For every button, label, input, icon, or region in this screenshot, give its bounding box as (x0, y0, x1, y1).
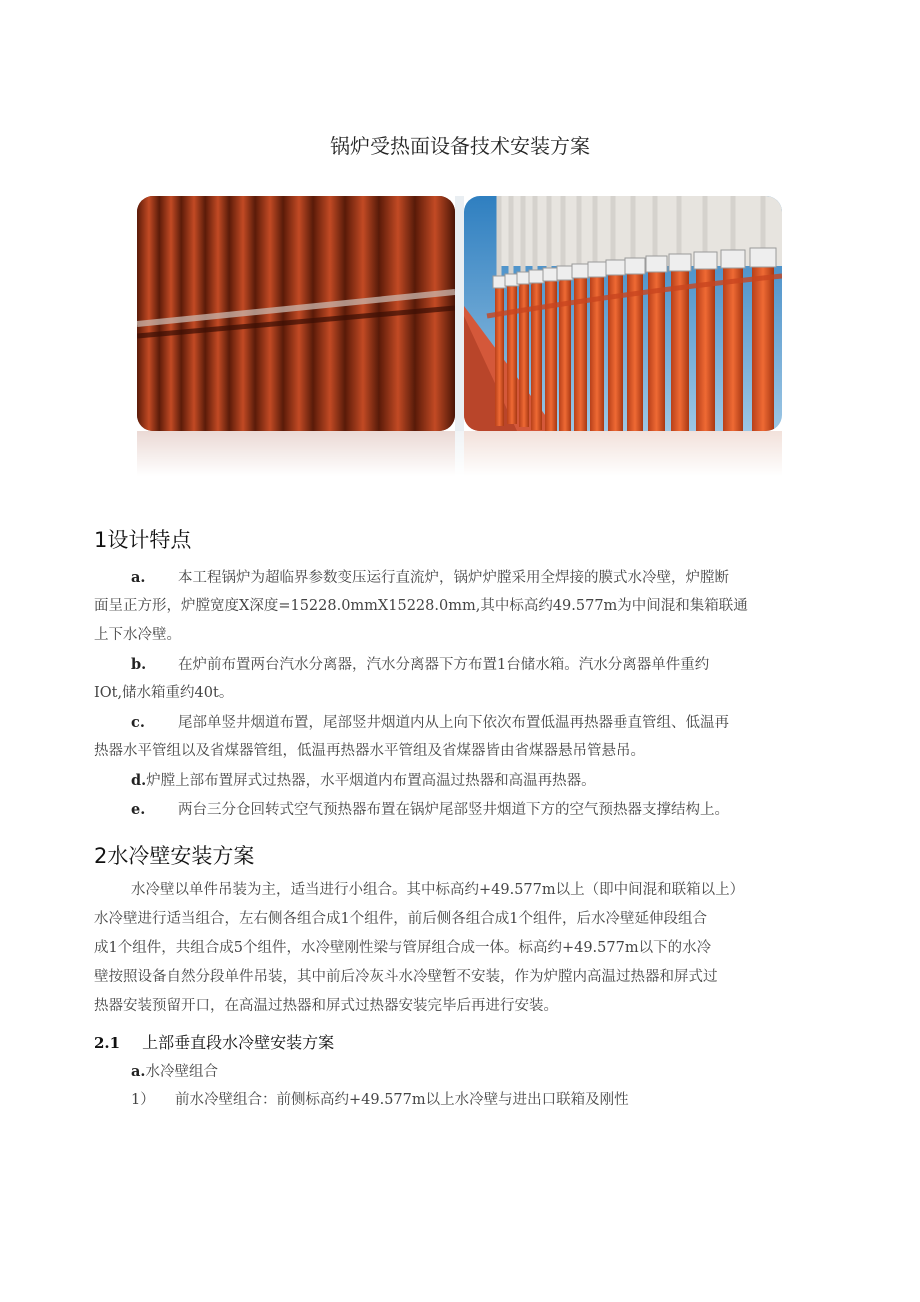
step-1-line (131, 1086, 871, 1115)
section-2-para-line-1: 水冷壁以单件吊装为主，适当进行小组合。其中标高约+49.577m以上（即中间混和联箱以上） (131, 882, 745, 898)
section-2-para-line-2: 水冷壁进行适当组合，左右侧各组合成1个组件，前后侧各组合成1个组件，后水冷壁延伸段组合 (94, 911, 707, 927)
section-2-heading: 2水冷壁安装方案 (94, 844, 255, 868)
step-text: 前水冷壁组合：前侧标高约+49.577m以上水冷壁与进出口联箱及刚性 (175, 1092, 629, 1108)
step-number: 1） (131, 1092, 155, 1108)
section-2-para-line-5: 热器安装预留开口，在高温过热器和屏式过热器安装完毕后再进行安装。 (94, 998, 558, 1014)
boiler-tube-photo (137, 196, 782, 476)
paragraph-a-line-1 (131, 563, 871, 593)
section-2-para-line-4: 壁按照设备自然分段单件吊装，其中前后冷灰斗水冷壁暂不安装，作为炉膛内高温过热器和屏式过 (94, 969, 718, 985)
paragraph-a-line-2: 面呈正方形，炉膛宽度X深度=15228.0mmX15228.0mm,其中标高约49.577m为中间混和集箱联通 (94, 598, 748, 614)
subsection-number: 2.1 (94, 1034, 121, 1052)
sub-item-text: 水冷壁组合 (145, 1064, 218, 1080)
paragraph-a-text-1: 本工程锅炉为超临界参数变压运行直流炉，锅炉炉膛采用全焊接的膜式水冷壁，炉膛断 (178, 570, 729, 586)
item-marker-e: e. (131, 801, 146, 818)
subsection-title: 上部垂直段水冷壁安装方案 (142, 1033, 335, 1052)
document-title: 锅炉受热面设备技术安装方案 (330, 134, 590, 158)
paragraph-c-line-2: 热器水平管组以及省煤器管组，低温再热器水平管组及省煤器皆由省煤器悬吊管悬吊。 (94, 743, 645, 759)
paragraph-e-text-1: 两台三分仓回转式空气预热器布置在锅炉尾部竖井烟道下方的空气预热器支撑结构上。 (178, 802, 729, 818)
section-1-heading: 1设计特点 (94, 528, 192, 552)
subsection-2-1-heading (94, 1030, 334, 1053)
item-marker-c: c. (131, 714, 145, 731)
paragraph-b-line-2: IOt,储水箱重约40t。 (94, 685, 234, 701)
paragraph-c-line-1 (131, 708, 871, 738)
paragraph-b-text-1: 在炉前布置两台汽水分离器，汽水分离器下方布置1台储水箱。汽水分离器单件重约 (178, 657, 710, 673)
subsection-item-a (131, 1057, 871, 1087)
paragraph-d-text-1: 炉膛上部布置屏式过热器，水平烟道内布置高温过热器和高温再热器。 (146, 773, 596, 789)
item-marker-d: d. (131, 772, 147, 789)
section-2-para-line-3: 成1个组件，共组合成5个组件，水冷壁刚性梁与管屏组合成一体。标高约+49.577m以下的水冷 (94, 940, 712, 956)
paragraph-b-line-1 (131, 650, 871, 680)
paragraph-c-text-1: 尾部单竖井烟道布置，尾部竖井烟道内从上向下依次布置低温再热器垂直管组、低温再 (178, 715, 729, 731)
paragraph-e-line-1 (131, 795, 871, 825)
paragraph-a-line-3: 上下水冷壁。 (94, 627, 181, 643)
item-marker-b: b. (131, 656, 147, 673)
sub-item-marker-a: a. (131, 1063, 146, 1080)
item-marker-a: a. (131, 569, 146, 586)
paragraph-d-line-1 (131, 766, 871, 796)
